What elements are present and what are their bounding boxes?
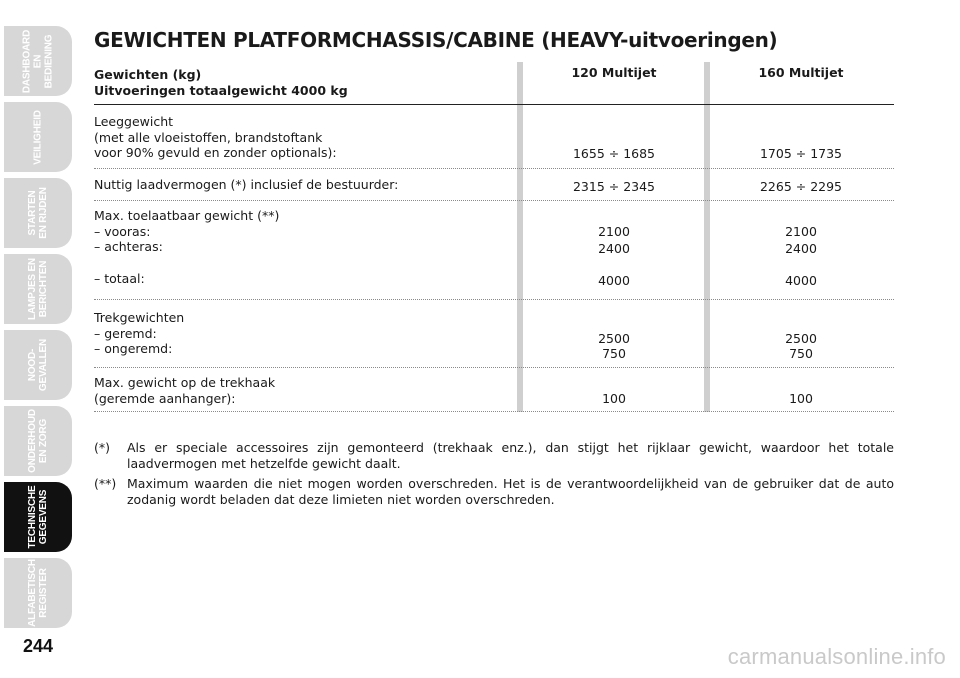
tab-label: VEILIGHEID <box>32 109 44 165</box>
tab-starten-en-rijden[interactable] <box>4 178 72 248</box>
column-header-120-multijet: 120 Multijet <box>571 65 657 80</box>
row-rule <box>94 411 894 412</box>
value-vooras-120: 2100 <box>598 224 630 239</box>
tab-label: ALFABETISCH REGISTER <box>27 559 49 627</box>
footnote-mark: (*) <box>94 440 111 455</box>
tab-onderhoud-en-zorg[interactable] <box>4 406 72 476</box>
value-achteras-120: 2400 <box>598 241 630 256</box>
label-line: Leeggewicht <box>94 114 174 129</box>
footnote-text: Maximum waarden die niet mogen worden overschreden. Het is de verantwoordelijkheid van de gebruiker dat de auto zodanig wordt beladen dat deze limieten niet worden overschreden. <box>127 476 894 507</box>
tab-lampjes-en-berichten[interactable] <box>4 254 72 324</box>
row-label-totaal: – totaal: <box>94 271 145 286</box>
tab-label: TECHNISCHE GEGEVENS <box>27 485 49 549</box>
footnotes <box>94 440 894 512</box>
footnote-mark: (**) <box>94 476 117 491</box>
page-number: 244 <box>22 636 54 656</box>
tab-label: ONDERHOUD EN ZORG <box>27 409 49 473</box>
header-line: Gewichten (kg) <box>94 67 202 82</box>
value-totaal-120: 4000 <box>598 273 630 288</box>
value-vooras-160: 2100 <box>785 224 817 239</box>
label-line: Trekgewichten <box>94 310 185 325</box>
tab-dashboard-en-bediening[interactable] <box>4 26 72 96</box>
value-geremd-160: 2500 <box>785 331 817 346</box>
header-line: Uitvoeringen totaalgewicht 4000 kg <box>94 83 348 98</box>
tab-alfabetisch-register[interactable] <box>4 558 72 628</box>
value-geremd-120: 2500 <box>598 331 630 346</box>
header-rule <box>94 104 894 105</box>
label-line: – vooras: <box>94 223 151 239</box>
label-line: – ongeremd: <box>94 341 173 356</box>
column-divider <box>704 62 710 412</box>
tab-technische-gegevens[interactable] <box>4 482 72 552</box>
table-header-label <box>94 67 348 99</box>
watermark: carmanualsonline.info <box>727 644 946 669</box>
label-line: – geremd: <box>94 325 157 341</box>
label-line: Max. gewicht op de trekhaak <box>94 375 276 390</box>
label-line: (geremde aanhanger): <box>94 390 236 406</box>
value-ongeremd-120: 750 <box>602 346 626 361</box>
tab-label: STARTEN EN RIJDEN <box>27 187 49 239</box>
value-leeggewicht-120: 1655 ÷ 1685 <box>572 146 656 161</box>
value-totaal-160: 4000 <box>785 273 817 288</box>
value-nuttig-160: 2265 ÷ 2295 <box>759 179 843 194</box>
value-trekhaak-160: 100 <box>789 391 813 406</box>
tab-label: LAMPJES EN BERICHTEN <box>27 258 49 320</box>
weights-table <box>94 62 894 414</box>
row-rule <box>94 299 894 300</box>
row-label-leeggewicht <box>94 114 337 161</box>
value-leeggewicht-160: 1705 ÷ 1735 <box>759 146 843 161</box>
value-nuttig-120: 2315 ÷ 2345 <box>572 179 656 194</box>
value-achteras-160: 2400 <box>785 241 817 256</box>
tab-veiligheid[interactable] <box>4 102 72 172</box>
label-line: voor 90% gevuld en zonder optionals): <box>94 145 337 160</box>
row-label-trekgewichten <box>94 310 184 357</box>
row-rule <box>94 200 894 201</box>
footnote <box>94 440 894 472</box>
column-header-160-multijet: 160 Multijet <box>758 65 844 80</box>
tab-label: DASHBOARD EN BEDIENING <box>21 29 55 93</box>
tab-label: NOOD- GEVALLEN <box>27 338 49 392</box>
page-title: GEWICHTEN PLATFORMCHASSIS/CABINE (HEAVY-uitvoeringen) <box>94 28 778 52</box>
row-rule <box>94 367 894 368</box>
footnote <box>94 476 894 508</box>
column-divider <box>517 62 523 412</box>
label-line: (met alle vloeistoffen, brandstoftank <box>94 129 323 145</box>
label-line: – achteras: <box>94 239 163 254</box>
row-label-nuttig-laadvermogen: Nuttig laadvermogen (*) inclusief de bestuurder: <box>94 177 399 192</box>
value-trekhaak-120: 100 <box>602 391 626 406</box>
row-rule <box>94 168 894 169</box>
value-ongeremd-160: 750 <box>789 346 813 361</box>
row-label-trekhaak <box>94 375 275 406</box>
row-label-max-toelaatbaar <box>94 208 279 255</box>
label-line: Max. toelaatbaar gewicht (**) <box>94 208 280 223</box>
tab-noodgevallen[interactable] <box>4 330 72 400</box>
footnote-text: Als er speciale accessoires zijn gemonteerd (trekhaak enz.), dan stijgt het rijklaar gewicht, waardoor het totale laadvermogen met hetzelfde gewicht daalt. <box>127 440 894 471</box>
